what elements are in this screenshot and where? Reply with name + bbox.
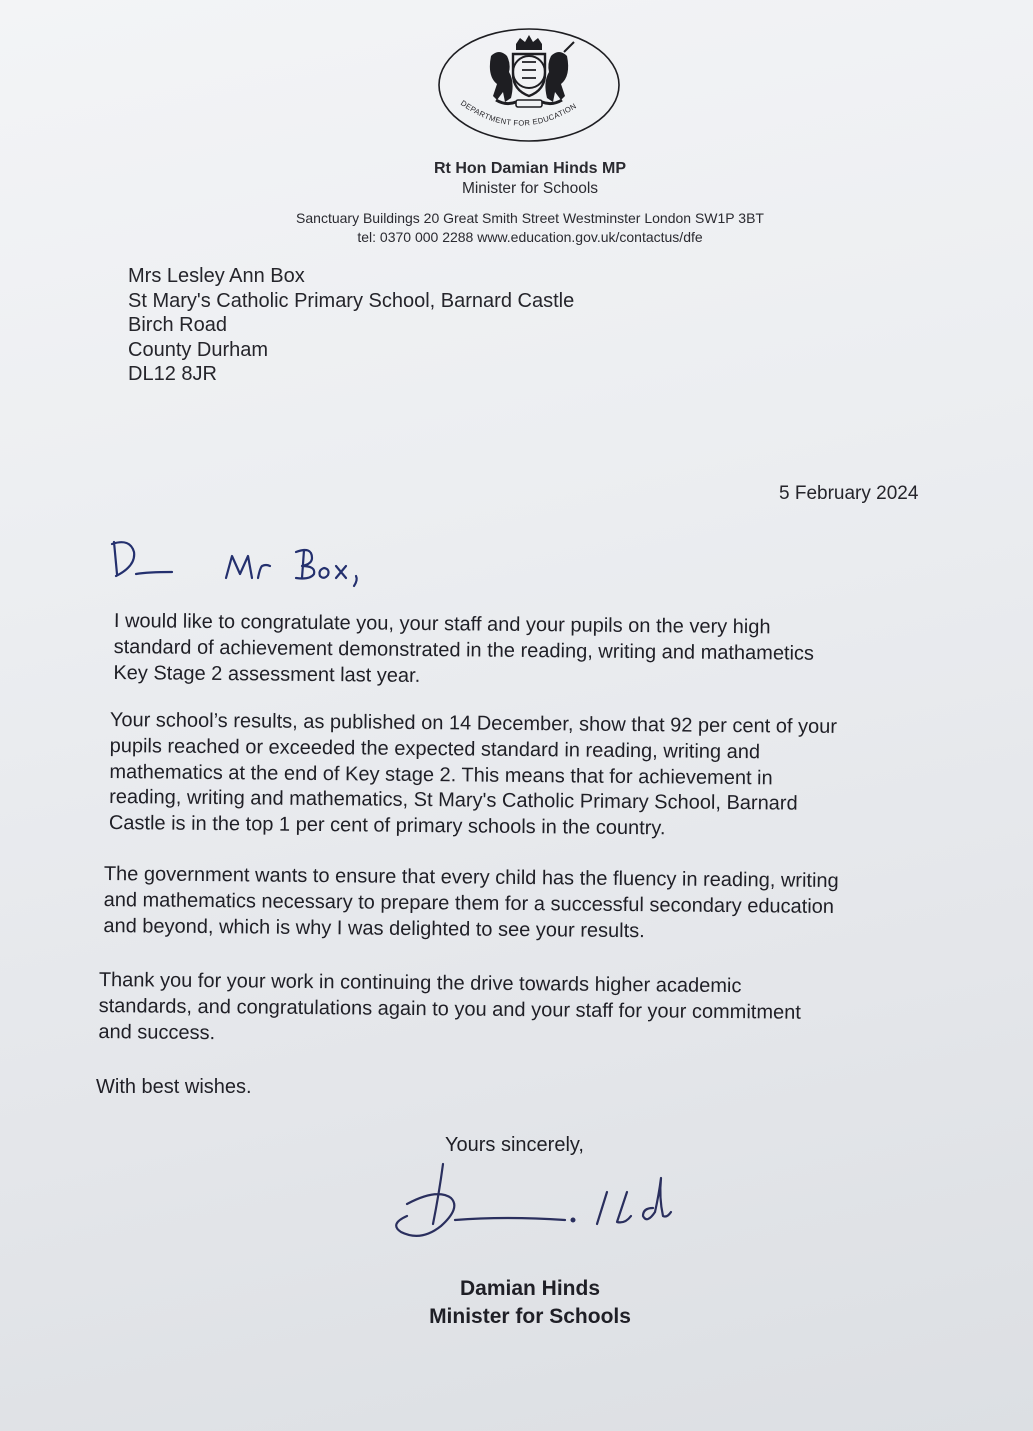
minister-name: Rt Hon Damian Hinds MP (433, 160, 626, 177)
paragraph-line: Thank you for your work in continuing the drive towards higher academic (98, 968, 742, 998)
recipient-line: St Mary's Catholic Primary School, Barnard Castle (128, 289, 575, 312)
paragraph-line: Castle is in the top 1 per cent of primary schools in the country. (108, 812, 666, 840)
recipient-address (128, 264, 574, 387)
paragraph-line: and success. (98, 1020, 216, 1044)
paragraph-line: standard of achievement demonstrated in the reading, writing and mathametics (113, 635, 815, 665)
handwritten-signature-icon (395, 1158, 705, 1258)
department-contact: tel: 0370 000 2288 www.education.gov.uk/contactus/dfe (357, 229, 703, 245)
seal-text: DEPARTMENT FOR EDUCATION (458, 98, 579, 128)
recipient-line: County Durham (128, 338, 269, 361)
paragraph-line: Key Stage 2 assessment last year. (113, 661, 421, 687)
yours-sincerely: Yours sincerely, (445, 1134, 584, 1156)
paragraph-line: The government wants to ensure that every child has the fluency in reading, writing (103, 862, 839, 893)
svg-text:DEPARTMENT FOR EDUCATION (459, 98, 578, 127)
body-paragraph (98, 968, 949, 1054)
paragraph-line: reading, writing and mathematics, St Mary's Catholic Primary School, Barnard (109, 786, 798, 815)
recipient-line: Mrs Lesley Ann Box (128, 265, 305, 287)
signatory-role: Minister for Schools (429, 1305, 631, 1328)
paragraph-line: I would like to congratulate you, your staff and your pupils on the very high (113, 609, 771, 639)
paragraph-line: Your school’s results, as published on 14 December, show that 92 per cent of your (109, 708, 838, 738)
body-paragraph (103, 862, 974, 948)
signatory-name: Damian Hinds (459, 1277, 601, 1300)
closing-wishes: With best wishes. (96, 1076, 252, 1098)
paragraph-line: and beyond, which is why I was delighted to see your results. (103, 914, 645, 942)
body-paragraph (109, 708, 960, 845)
paragraph-line: pupils reached or exceeded the expected standard in reading, writing and (109, 734, 761, 764)
letter-date: 5 February 2024 (779, 483, 919, 504)
paragraph-line: standards, and congratulations again to you and your staff for your commitment (98, 994, 801, 1024)
royal-coat-of-arms-icon (436, 26, 622, 144)
recipient-line: DL12 8JR (128, 363, 217, 386)
body-paragraph (113, 609, 934, 694)
paragraph-line: and mathematics necessary to prepare them for a successful secondary education (103, 888, 835, 918)
department-address: Sanctuary Buildings 20 Great Smith Street Westminster London SW1P 3BT (296, 210, 764, 226)
minister-role: Minister for Schools (461, 180, 599, 197)
paragraph-line: mathematics at the end of Key stage 2. This means that for achievement in (109, 760, 773, 789)
recipient-line: Birch Road (128, 314, 227, 337)
handwritten-salutation (108, 532, 408, 602)
